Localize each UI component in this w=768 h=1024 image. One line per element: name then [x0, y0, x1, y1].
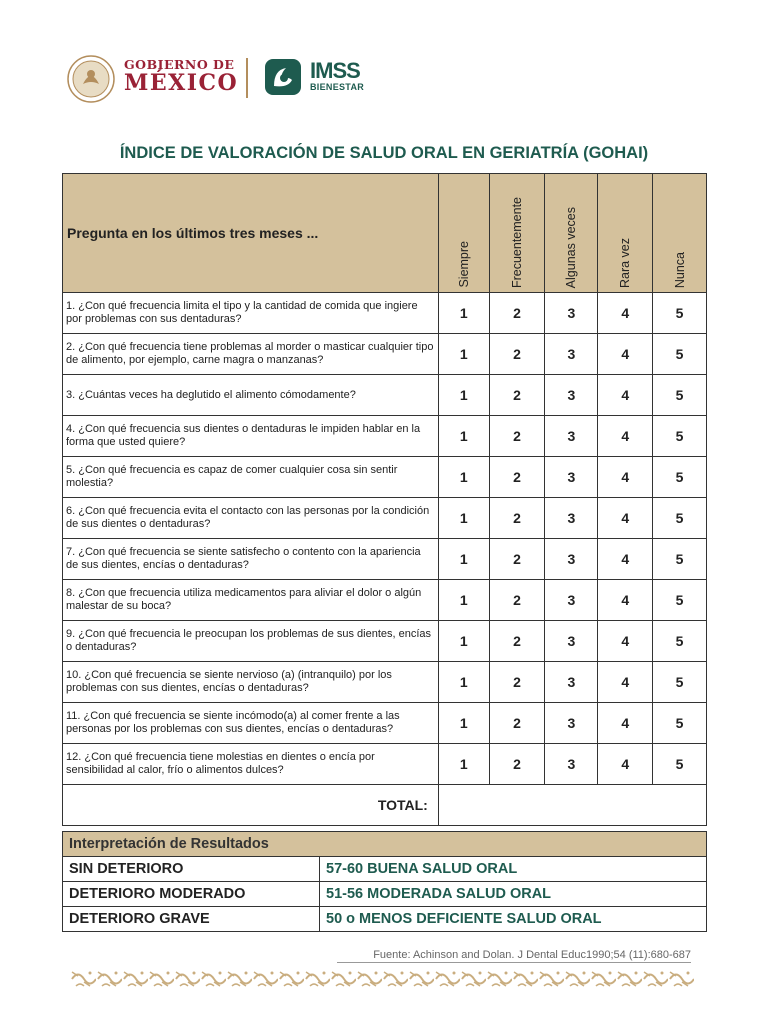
level-label: DETERIORO MODERADO	[63, 882, 320, 907]
question-text: 4. ¿Con qué frecuencia sus dientes o dentaduras le impiden hablar en la forma que usted quiere?	[63, 416, 439, 457]
score-option-frecuentemente[interactable]: 2	[489, 744, 545, 785]
score-option-algunas-veces[interactable]: 3	[545, 293, 598, 334]
question-text: 10. ¿Con qué frecuencia se siente nervioso (a) (intranquilo) por los problemas con sus dientes, encías o dentaduras?	[63, 662, 439, 703]
score-option-nunca[interactable]: 5	[653, 539, 707, 580]
score-option-rara-vez[interactable]: 4	[598, 293, 653, 334]
table-header-row	[63, 174, 707, 293]
score-option-siempre[interactable]: 1	[438, 703, 489, 744]
score-option-algunas-veces[interactable]: 3	[545, 580, 598, 621]
score-option-algunas-veces[interactable]: 3	[545, 334, 598, 375]
total-row	[63, 785, 707, 826]
total-label: TOTAL:	[63, 785, 439, 826]
score-option-siempre[interactable]: 1	[438, 621, 489, 662]
table-row	[63, 416, 707, 457]
question-text: 7. ¿Con qué frecuencia se siente satisfecho o contento con la apariencia de sus dientes, encías o dentaduras?	[63, 539, 439, 580]
score-option-frecuentemente[interactable]: 2	[489, 416, 545, 457]
imss-line1: IMSS	[310, 58, 360, 83]
score-option-rara-vez[interactable]: 4	[598, 334, 653, 375]
question-text: 1. ¿Con qué frecuencia limita el tipo y la cantidad de comida que ingiere por problemas con sus dentaduras?	[63, 293, 439, 334]
table-row	[63, 703, 707, 744]
score-option-algunas-veces[interactable]: 3	[545, 703, 598, 744]
question-text: 2. ¿Con qué frecuencia tiene problemas al morder o masticar cualquier tipo de alimento, por ejemplo, carne magra o manzanas?	[63, 334, 439, 375]
score-option-frecuentemente[interactable]: 2	[489, 621, 545, 662]
source-citation: Fuente: Achinson and Dolan. J Dental Educ1990;54 (11):680-687	[373, 949, 691, 961]
score-option-siempre[interactable]: 1	[438, 662, 489, 703]
score-option-algunas-veces[interactable]: 3	[545, 744, 598, 785]
score-option-algunas-veces[interactable]: 3	[545, 621, 598, 662]
interpretation-row	[63, 882, 707, 907]
column-header-frecuentemente: Frecuentemente	[489, 174, 545, 293]
table-row	[63, 375, 707, 416]
score-option-rara-vez[interactable]: 4	[598, 539, 653, 580]
score-option-siempre[interactable]: 1	[438, 580, 489, 621]
table-row	[63, 334, 707, 375]
score-option-rara-vez[interactable]: 4	[598, 375, 653, 416]
table-row	[63, 457, 707, 498]
question-text: 9. ¿Con qué frecuencia le preocupan los problemas de sus dientes, encías o dentaduras?	[63, 621, 439, 662]
score-option-frecuentemente[interactable]: 2	[489, 334, 545, 375]
score-option-nunca[interactable]: 5	[653, 744, 707, 785]
level-label: SIN DETERIORO	[63, 857, 320, 882]
score-option-nunca[interactable]: 5	[653, 293, 707, 334]
question-text: 5. ¿Con qué frecuencia es capaz de comer cualquier cosa sin sentir molestia?	[63, 457, 439, 498]
table-row	[63, 580, 707, 621]
gob-line2: MÉXICO	[124, 70, 239, 96]
score-option-algunas-veces[interactable]: 3	[545, 539, 598, 580]
score-option-algunas-veces[interactable]: 3	[545, 375, 598, 416]
score-option-rara-vez[interactable]: 4	[598, 457, 653, 498]
score-option-siempre[interactable]: 1	[438, 293, 489, 334]
score-option-frecuentemente[interactable]: 2	[489, 498, 545, 539]
question-text: 11. ¿Con qué frecuencia se siente incómodo(a) al comer frente a las personas por los problemas con sus dientes, encías o dentaduras?	[63, 703, 439, 744]
score-option-algunas-veces[interactable]: 3	[545, 416, 598, 457]
table-row	[63, 293, 707, 334]
score-option-nunca[interactable]: 5	[653, 498, 707, 539]
question-text: 12. ¿Con qué frecuencia tiene molestias en dientes o encía por sensibilidad al calor, frío o alimentos dulces?	[63, 744, 439, 785]
table-row	[63, 539, 707, 580]
gob-line1: GOBIERNO DE	[124, 57, 235, 72]
score-option-rara-vez[interactable]: 4	[598, 416, 653, 457]
column-header-siempre: Siempre	[438, 174, 489, 293]
header-logos	[66, 52, 376, 102]
question-text: 6. ¿Con qué frecuencia evita el contacto con las personas por la condición de sus dientes o dentaduras?	[63, 498, 439, 539]
score-option-siempre[interactable]: 1	[438, 744, 489, 785]
table-row	[63, 744, 707, 785]
score-option-algunas-veces[interactable]: 3	[545, 498, 598, 539]
result-label: 51-56 MODERADA SALUD ORAL	[320, 882, 707, 907]
score-option-algunas-veces[interactable]: 3	[545, 457, 598, 498]
page-title: ÍNDICE DE VALORACIÓN DE SALUD ORAL EN GERIATRÍA (GOHAI)	[119, 144, 649, 162]
column-header-algunas-veces: Algunas veces	[545, 174, 598, 293]
table-row	[63, 662, 707, 703]
score-option-frecuentemente[interactable]: 2	[489, 703, 545, 744]
score-option-nunca[interactable]: 5	[653, 703, 707, 744]
result-label: 50 o MENOS DEFICIENTE SALUD ORAL	[320, 907, 707, 932]
score-option-siempre[interactable]: 1	[438, 334, 489, 375]
column-header-rara-vez: Rara vez	[598, 174, 653, 293]
score-option-rara-vez[interactable]: 4	[598, 703, 653, 744]
interpretation-table	[62, 831, 707, 932]
score-option-nunca[interactable]: 5	[653, 621, 707, 662]
score-option-frecuentemente[interactable]: 2	[489, 457, 545, 498]
level-label: DETERIORO GRAVE	[63, 907, 320, 932]
score-option-siempre[interactable]: 1	[438, 539, 489, 580]
interpretation-row	[63, 857, 707, 882]
score-option-frecuentemente[interactable]: 2	[489, 375, 545, 416]
score-option-nunca[interactable]: 5	[653, 662, 707, 703]
question-text: 3. ¿Cuántas veces ha deglutido el alimento cómodamente?	[63, 375, 439, 416]
imss-line2: BIENESTAR	[310, 82, 365, 92]
score-option-nunca[interactable]: 5	[653, 334, 707, 375]
table-row	[63, 498, 707, 539]
score-option-rara-vez[interactable]: 4	[598, 498, 653, 539]
score-option-rara-vez[interactable]: 4	[598, 580, 653, 621]
source-divider	[337, 962, 691, 963]
decorative-border-pattern	[70, 968, 694, 990]
score-option-rara-vez[interactable]: 4	[598, 621, 653, 662]
mexico-seal-icon	[66, 54, 116, 104]
gohai-table	[62, 173, 707, 826]
imss-logo-icon	[264, 58, 302, 96]
imss-logo-text	[310, 60, 364, 92]
score-option-siempre[interactable]: 1	[438, 375, 489, 416]
score-option-nunca[interactable]: 5	[653, 580, 707, 621]
interpretation-row	[63, 907, 707, 932]
score-option-siempre[interactable]: 1	[438, 416, 489, 457]
interpretation-header: Interpretación de Resultados	[63, 832, 707, 857]
total-value-cell[interactable]	[438, 785, 706, 826]
score-option-nunca[interactable]: 5	[653, 457, 707, 498]
score-option-rara-vez[interactable]: 4	[598, 744, 653, 785]
score-option-frecuentemente[interactable]: 2	[489, 662, 545, 703]
score-option-frecuentemente[interactable]: 2	[489, 539, 545, 580]
logo-divider	[246, 58, 248, 98]
score-option-rara-vez[interactable]: 4	[598, 662, 653, 703]
table-row	[63, 621, 707, 662]
score-option-algunas-veces[interactable]: 3	[545, 662, 598, 703]
score-option-frecuentemente[interactable]: 2	[489, 293, 545, 334]
question-header: Pregunta en los últimos tres meses ...	[63, 174, 439, 293]
column-header-nunca: Nunca	[653, 174, 707, 293]
question-text: 8. ¿Con que frecuencia utiliza medicamentos para aliviar el dolor o algún malestar de su boca?	[63, 580, 439, 621]
gobierno-mexico-logo-text	[124, 58, 238, 95]
score-option-nunca[interactable]: 5	[653, 375, 707, 416]
score-option-nunca[interactable]: 5	[653, 416, 707, 457]
score-option-siempre[interactable]: 1	[438, 457, 489, 498]
score-option-siempre[interactable]: 1	[438, 498, 489, 539]
result-label: 57-60 BUENA SALUD ORAL	[320, 857, 707, 882]
score-option-frecuentemente[interactable]: 2	[489, 580, 545, 621]
